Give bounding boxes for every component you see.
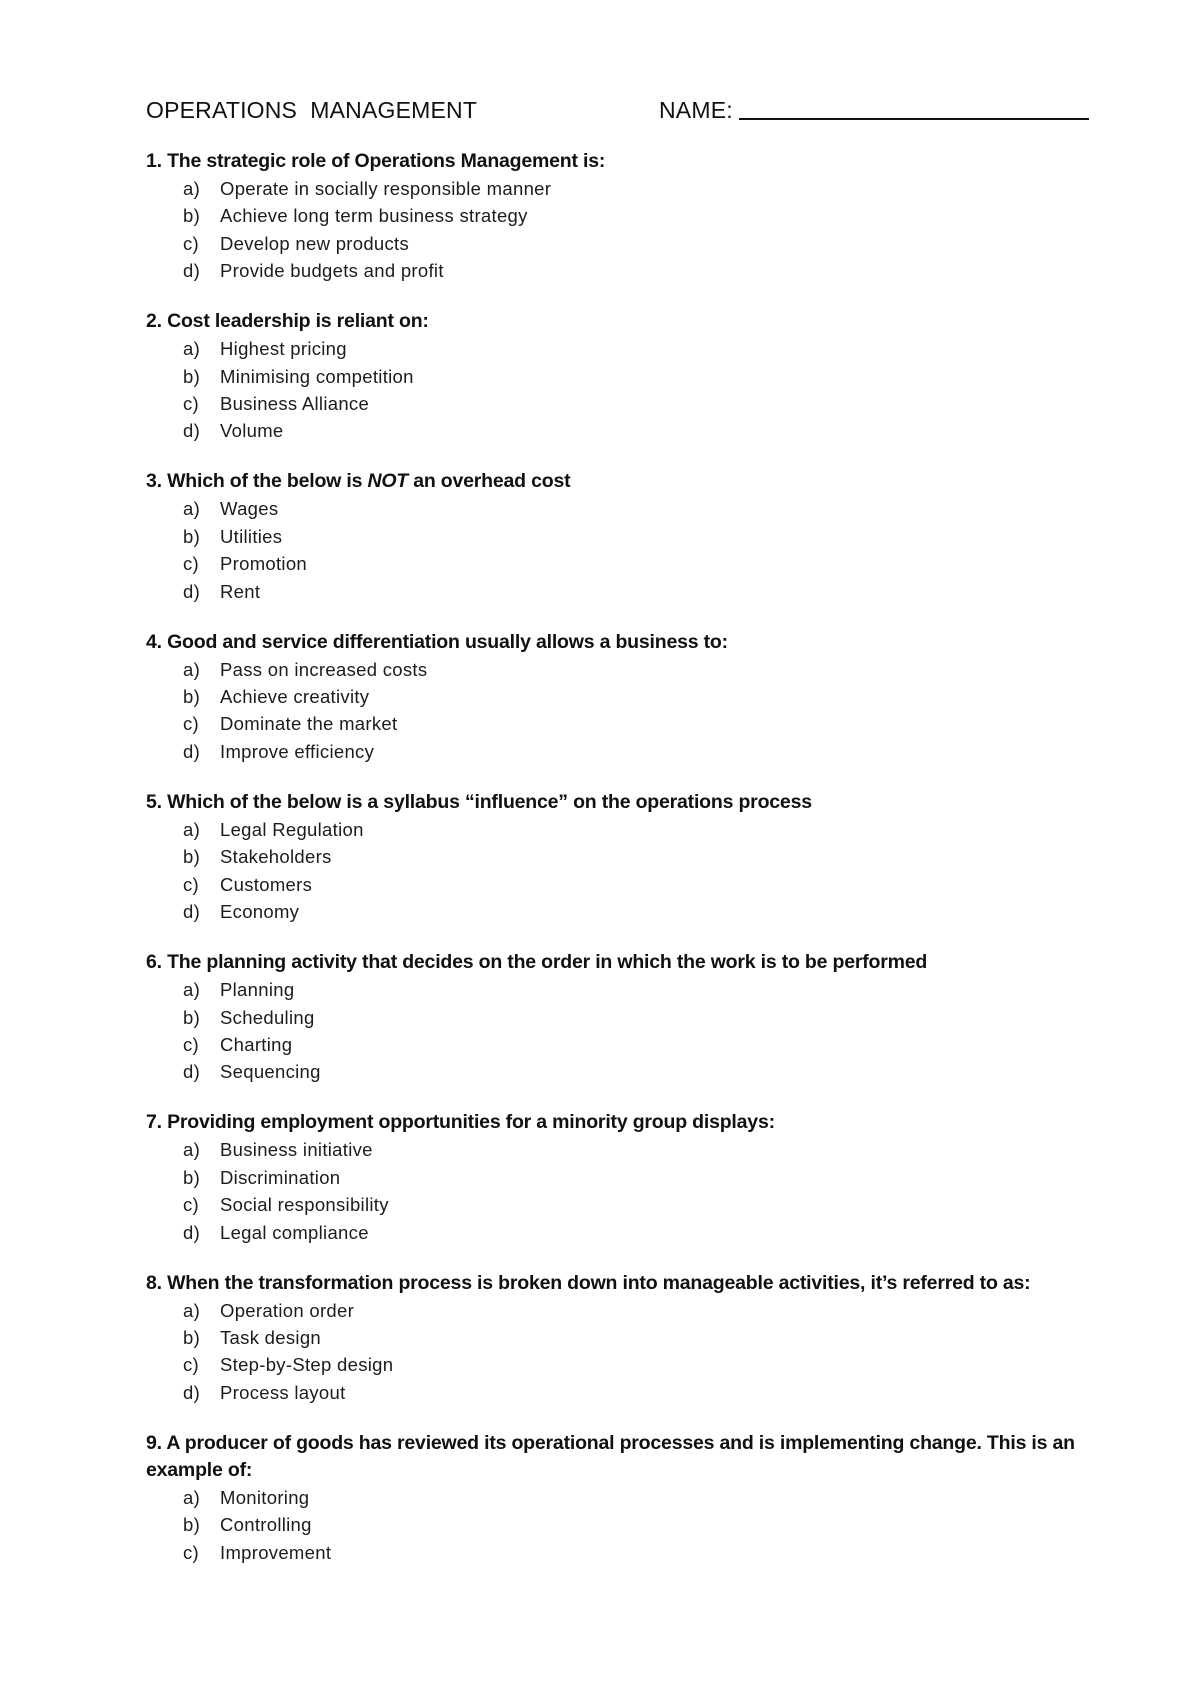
option-c — [146, 1539, 1106, 1566]
option-text: Minimising competition — [220, 365, 414, 387]
option-c — [146, 1031, 1106, 1058]
option-letter: b) — [183, 205, 201, 227]
option-letter: a) — [183, 979, 201, 1001]
option-letter: d) — [183, 260, 201, 282]
option-d — [146, 738, 1106, 765]
worksheet-header — [146, 90, 1098, 124]
option-c — [146, 1191, 1106, 1218]
option-letter: c) — [183, 393, 200, 415]
option-text: Discrimination — [220, 1166, 341, 1188]
option-b — [146, 843, 1106, 870]
option-list — [146, 816, 1106, 926]
question-9 — [146, 1430, 1106, 1566]
option-letter: c) — [183, 1541, 200, 1563]
option-text: Social responsibility — [220, 1194, 389, 1216]
question-prompt-emphasis: NOT — [367, 470, 408, 493]
question-3 — [146, 468, 1106, 605]
option-d — [146, 898, 1106, 925]
option-d — [146, 257, 1106, 284]
option-letter: a) — [183, 1139, 201, 1161]
question-list — [146, 148, 1106, 1590]
question-prompt — [146, 468, 1106, 495]
option-list — [146, 335, 1106, 445]
question-prompt: 8. When the transformation process is broken down into manageable activities, it’s referred to as: — [146, 1271, 1031, 1294]
option-letter: b) — [183, 1006, 201, 1028]
question-5 — [146, 789, 1106, 926]
option-text: Provide budgets and profit — [220, 260, 444, 282]
option-d — [146, 1058, 1106, 1085]
option-text: Business initiative — [220, 1139, 373, 1161]
option-b — [146, 1511, 1106, 1538]
option-b — [146, 1004, 1106, 1031]
option-b — [146, 523, 1106, 550]
option-text: Wages — [220, 498, 279, 520]
option-d — [146, 1379, 1106, 1406]
name-label: NAME: — [659, 97, 733, 123]
option-letter: b) — [183, 686, 201, 708]
option-text: Step-by-Step design — [220, 1354, 394, 1376]
option-d — [146, 1219, 1106, 1246]
option-text: Operate in socially responsible manner — [220, 178, 552, 199]
option-letter: d) — [183, 1221, 201, 1243]
option-b — [146, 202, 1106, 229]
option-letter: b) — [183, 1514, 201, 1536]
option-text: Utilities — [220, 525, 283, 547]
option-c — [146, 390, 1106, 417]
option-letter: b) — [183, 525, 201, 547]
option-letter: a) — [183, 1299, 201, 1321]
option-letter: a) — [183, 338, 201, 360]
option-letter: a) — [183, 498, 201, 520]
question-8 — [146, 1270, 1106, 1407]
option-c — [146, 230, 1106, 257]
question-prompt-start: 3. Which of the below is — [146, 470, 368, 493]
option-text: Pass on increased costs — [220, 658, 428, 680]
option-text: Achieve long term business strategy — [220, 205, 528, 227]
option-text: Promotion — [220, 553, 308, 575]
option-letter: c) — [183, 1033, 200, 1055]
option-d — [146, 578, 1106, 605]
option-letter: b) — [183, 365, 201, 387]
question-prompt: 5. Which of the below is a syllabus “influence” on the operations process — [146, 790, 812, 813]
option-list — [146, 656, 1106, 766]
option-text: Task design — [220, 1326, 321, 1348]
option-letter: c) — [183, 873, 200, 895]
option-text: Business Alliance — [220, 393, 370, 415]
option-a — [146, 1484, 1106, 1511]
option-text: Legal Regulation — [220, 818, 364, 840]
option-letter: b) — [183, 1326, 201, 1348]
option-letter: d) — [183, 1381, 201, 1403]
option-letter: a) — [183, 1486, 201, 1508]
option-a — [146, 175, 1106, 202]
option-letter: a) — [183, 818, 201, 840]
option-a — [146, 816, 1106, 843]
option-text: Improve efficiency — [220, 740, 375, 762]
question-prompt: 6. The planning activity that decides on the order in which the work is to be performed — [146, 951, 928, 974]
name-field-line[interactable] — [739, 94, 1089, 120]
option-a — [146, 1297, 1106, 1324]
option-letter: a) — [183, 658, 201, 680]
option-a — [146, 1136, 1106, 1163]
option-letter: d) — [183, 580, 201, 602]
question-prompt-end: an overhead cost — [408, 470, 571, 493]
worksheet-title: OPERATIONS MANAGEMENT — [146, 97, 478, 123]
option-text: Highest pricing — [220, 338, 347, 360]
question-2 — [146, 308, 1106, 445]
question-7 — [146, 1109, 1106, 1246]
option-text: Dominate the market — [220, 713, 398, 735]
option-text: Stakeholders — [220, 846, 332, 868]
option-c — [146, 871, 1106, 898]
option-list — [146, 175, 1106, 285]
option-d — [146, 417, 1106, 444]
option-text: Sequencing — [220, 1061, 321, 1083]
option-b — [146, 683, 1106, 710]
question-1 — [146, 148, 1106, 285]
option-text: Legal compliance — [220, 1221, 369, 1243]
option-text: Scheduling — [220, 1006, 315, 1028]
question-prompt: 2. Cost leadership is reliant on: — [146, 310, 429, 333]
option-list — [146, 976, 1106, 1086]
option-letter: c) — [183, 713, 200, 735]
option-list — [146, 1297, 1106, 1407]
option-text: Economy — [220, 901, 300, 923]
option-letter: d) — [183, 1061, 201, 1083]
question-prompt: 9. A producer of goods has reviewed its operational processes and is implementing change. This is an example of: — [146, 1431, 1075, 1481]
option-text: Controlling — [220, 1514, 312, 1536]
option-text: Operation order — [220, 1299, 355, 1321]
option-letter: d) — [183, 740, 201, 762]
option-text: Customers — [220, 873, 313, 895]
option-b — [146, 363, 1106, 390]
option-c — [146, 1351, 1106, 1378]
option-text: Rent — [220, 580, 261, 602]
option-b — [146, 1324, 1106, 1351]
question-4 — [146, 629, 1106, 766]
option-a — [146, 335, 1106, 362]
option-list — [146, 1484, 1106, 1566]
option-letter: c) — [183, 553, 200, 575]
option-letter: b) — [183, 1166, 201, 1188]
question-6 — [146, 949, 1106, 1086]
option-letter: d) — [183, 420, 201, 442]
option-list — [146, 1136, 1106, 1246]
question-prompt: 4. Good and service differentiation usually allows a business to: — [146, 630, 728, 653]
option-letter: b) — [183, 846, 201, 868]
option-text: Develop new products — [220, 232, 410, 254]
option-b — [146, 1164, 1106, 1191]
option-c — [146, 710, 1106, 737]
question-prompt: 1. The strategic role of Operations Management is: — [146, 150, 606, 172]
option-text: Monitoring — [220, 1486, 310, 1508]
option-letter: a) — [183, 178, 201, 199]
option-a — [146, 656, 1106, 683]
option-text: Volume — [220, 420, 284, 442]
option-letter: c) — [183, 1194, 200, 1216]
option-c — [146, 550, 1106, 577]
option-text: Charting — [220, 1033, 293, 1055]
option-text: Process layout — [220, 1381, 346, 1403]
option-a — [146, 495, 1106, 522]
option-text: Achieve creativity — [220, 686, 370, 708]
option-letter: c) — [183, 232, 200, 254]
option-letter: c) — [183, 1354, 200, 1376]
option-a — [146, 976, 1106, 1003]
option-list — [146, 495, 1106, 605]
option-letter: d) — [183, 901, 201, 923]
option-text: Planning — [220, 979, 295, 1001]
question-prompt: 7. Providing employment opportunities for a minority group displays: — [146, 1111, 775, 1134]
option-text: Improvement — [220, 1541, 332, 1563]
